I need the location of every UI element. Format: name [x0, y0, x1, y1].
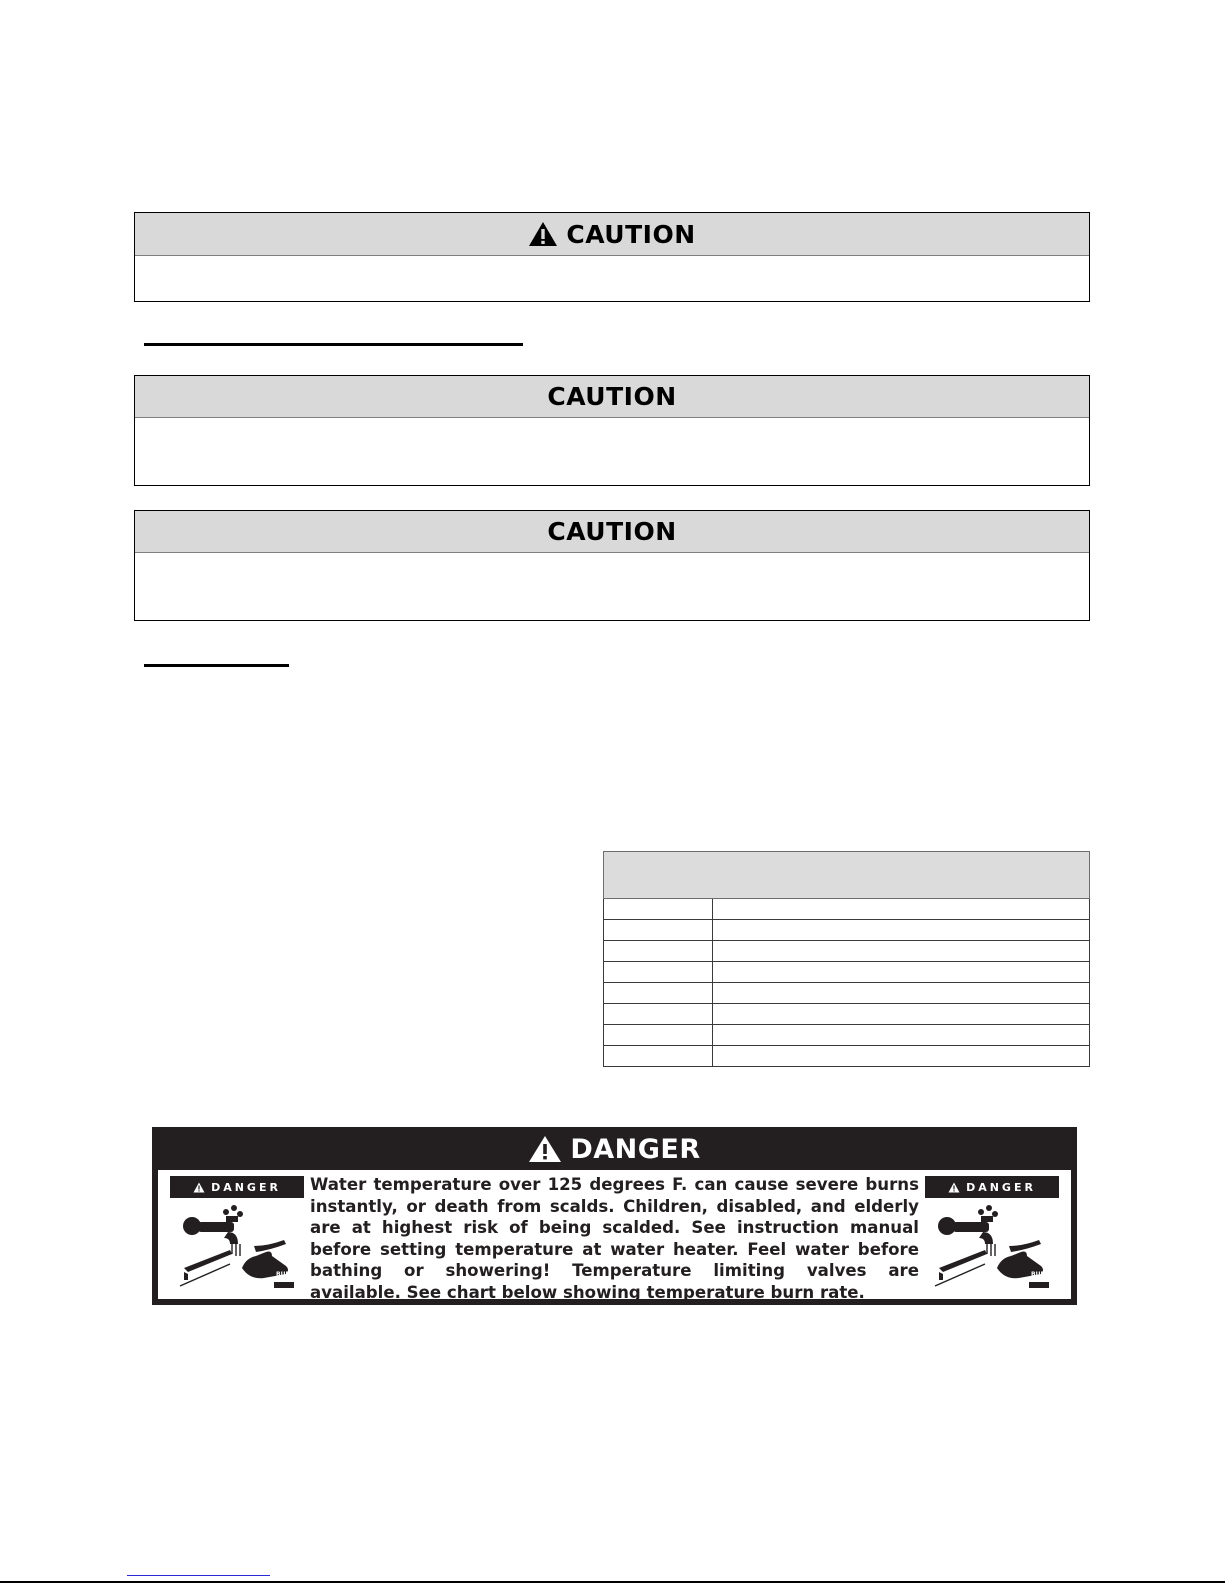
table-row — [604, 899, 1090, 920]
danger-title-text: DANGER — [570, 1133, 701, 1165]
caution-title: CAUTION — [547, 517, 677, 546]
table-cell — [604, 962, 713, 983]
danger-mini-tag — [925, 1176, 1059, 1198]
table-header-cell — [604, 852, 1090, 899]
danger-side-panel-left — [170, 1176, 304, 1300]
table-cell — [713, 1025, 1090, 1046]
danger-mini-tag-text: DANGER — [211, 1180, 281, 1194]
table-cell — [713, 899, 1090, 920]
table-cell — [604, 1004, 713, 1025]
danger-side-panel-right — [925, 1176, 1059, 1300]
table-cell — [604, 983, 713, 1004]
caution-title: CAUTION — [566, 219, 696, 249]
table-cell — [713, 941, 1090, 962]
table-cell — [604, 941, 713, 962]
warning-triangle-icon — [948, 1182, 960, 1193]
table-cell — [713, 1046, 1090, 1067]
table-cell — [604, 1025, 713, 1046]
caution-box-3 — [134, 510, 1090, 621]
warning-triangle-icon — [193, 1182, 205, 1193]
table-header-row — [604, 852, 1090, 899]
danger-warning-text: Water temperature over 125 degrees F. can cause severe burns instantly, or death from scalds. Children, disabled, and elderly are at highest risk of being scalded. See instruction manual before setting temperature at water heater. Feel water before bathing or showering! Temperature limiting valves are available. See chart below showing temperature burn rate. — [310, 1175, 919, 1302]
danger-label — [152, 1127, 1077, 1305]
danger-body — [158, 1170, 1071, 1302]
table-row — [604, 1025, 1090, 1046]
temperature-table — [603, 851, 1090, 1067]
table-cell — [604, 920, 713, 941]
table-row — [604, 941, 1090, 962]
caution-box-1 — [134, 212, 1090, 302]
scald-hazard-icon — [170, 1202, 304, 1298]
table-cell — [713, 962, 1090, 983]
page-bottom-rule — [0, 1581, 1225, 1583]
table-row — [604, 983, 1090, 1004]
footer-link-underline[interactable] — [127, 1575, 270, 1576]
caution-title: CAUTION — [547, 382, 677, 411]
warning-triangle-icon — [528, 221, 558, 247]
svg-text:BURN: BURN — [276, 1271, 296, 1278]
danger-title — [152, 1131, 1077, 1167]
table-cell — [713, 920, 1090, 941]
table-cell — [604, 1046, 713, 1067]
section-heading-underline — [144, 664, 289, 667]
caution-header — [135, 376, 1089, 418]
caution-header — [135, 511, 1089, 553]
table-row — [604, 920, 1090, 941]
scald-hazard-icon — [925, 1202, 1059, 1298]
caution-box-2 — [134, 375, 1090, 486]
table-row — [604, 962, 1090, 983]
table-row — [604, 1046, 1090, 1067]
table-cell — [713, 1004, 1090, 1025]
table-cell — [713, 983, 1090, 1004]
svg-text:BURN: BURN — [1031, 1271, 1051, 1278]
warning-triangle-icon — [528, 1135, 562, 1163]
table-row — [604, 1004, 1090, 1025]
danger-mini-tag-text: DANGER — [966, 1180, 1036, 1194]
table-cell — [604, 899, 713, 920]
caution-header — [135, 213, 1089, 256]
danger-mini-tag — [170, 1176, 304, 1198]
section-heading-underline — [144, 343, 523, 346]
